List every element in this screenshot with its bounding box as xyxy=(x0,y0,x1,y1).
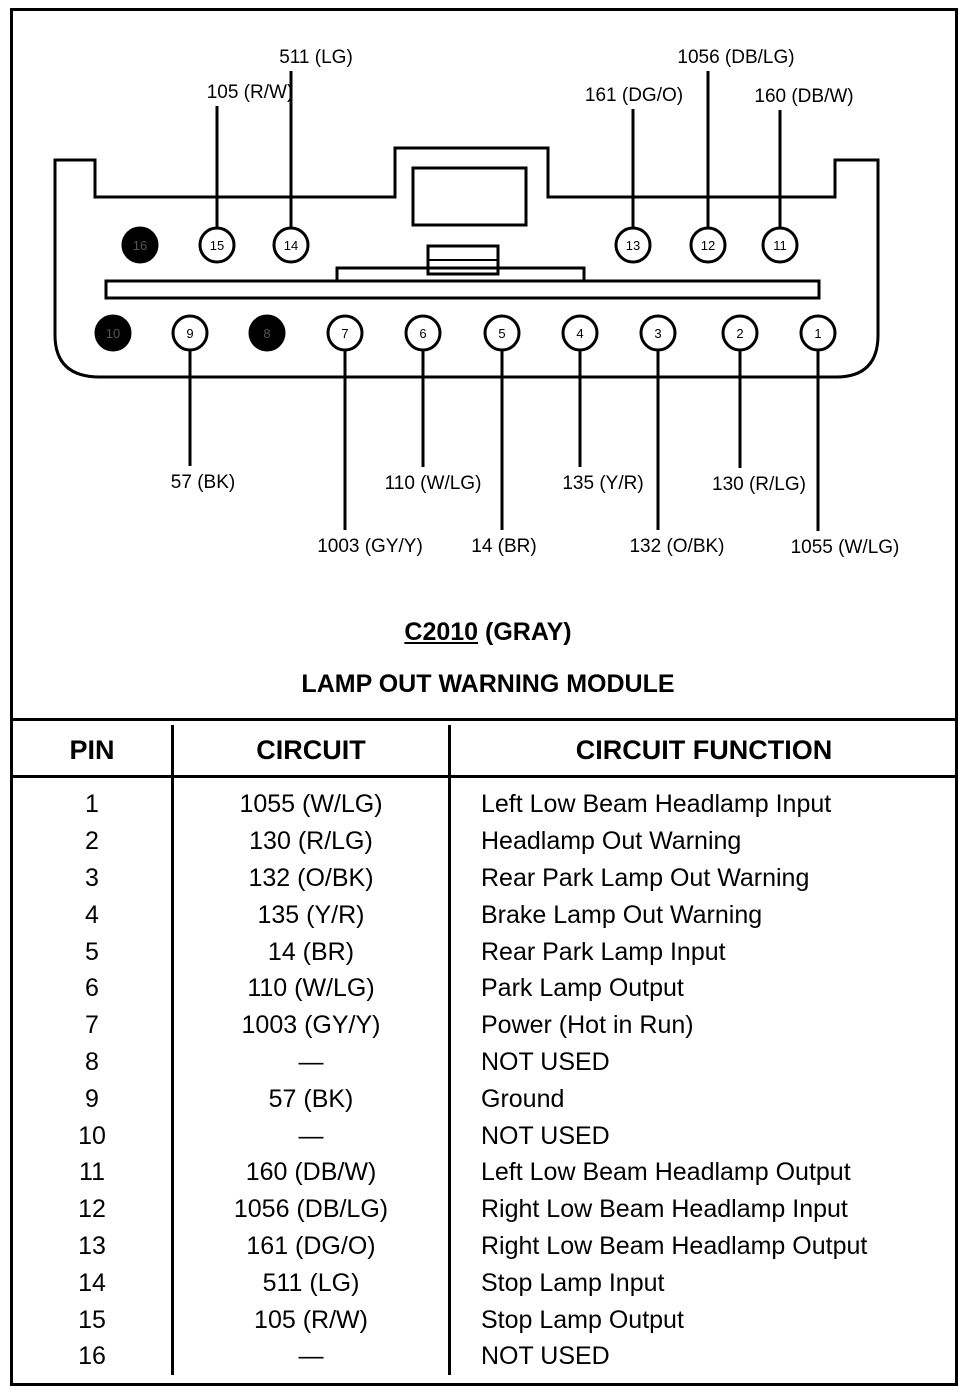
cell-pin: 13 xyxy=(78,1231,106,1260)
cell-circuit: 1056 (DB/LG) xyxy=(173,1191,450,1228)
cell-function: Stop Lamp Input xyxy=(450,1264,958,1301)
cell-pin: 11 xyxy=(79,1158,105,1187)
cell-pin: 9 xyxy=(85,1084,99,1113)
pin-14 xyxy=(274,47,353,262)
pin-number: 2 xyxy=(736,326,744,341)
pin-number: 5 xyxy=(498,326,506,341)
table-row xyxy=(13,1044,957,1081)
cell-pin: 7 xyxy=(85,1011,99,1040)
cell-function: NOT USED xyxy=(450,1338,958,1375)
pin-number: 9 xyxy=(186,326,194,341)
pin-number: 8 xyxy=(263,326,271,341)
pin-10 xyxy=(96,316,130,350)
cell-circuit: — xyxy=(173,1117,450,1154)
cell-pin: 6 xyxy=(85,974,99,1003)
pin-8 xyxy=(250,316,284,350)
pin-number: 15 xyxy=(209,238,225,253)
cell-circuit: 135 (Y/R) xyxy=(173,896,450,933)
cell-pin: 14 xyxy=(78,1268,106,1297)
wire-label: 110 (W/LG) xyxy=(384,473,482,494)
pin-13 xyxy=(585,85,683,262)
pin-number: 7 xyxy=(341,326,349,341)
table-row xyxy=(13,777,957,823)
cell-pin: 12 xyxy=(78,1195,106,1224)
cell-pin: 2 xyxy=(85,827,99,856)
cell-circuit: 161 (DG/O) xyxy=(173,1228,450,1265)
pin-table xyxy=(13,725,957,1375)
wire-label: 1003 (GY/Y) xyxy=(317,536,423,557)
wire-label: 132 (O/BK) xyxy=(629,536,725,557)
pin-number: 14 xyxy=(283,238,299,253)
table-row xyxy=(13,1154,957,1191)
pin-16 xyxy=(123,228,157,262)
pin-number: 6 xyxy=(419,326,427,341)
table-row xyxy=(13,1117,957,1154)
cell-function: Park Lamp Output xyxy=(450,970,958,1007)
pin-4 xyxy=(562,316,643,494)
header-circuit: CIRCUIT xyxy=(173,725,450,777)
table-row xyxy=(13,1301,957,1338)
pin-number: 12 xyxy=(700,238,716,253)
cell-circuit: — xyxy=(173,1044,450,1081)
cell-circuit: 1003 (GY/Y) xyxy=(173,1007,450,1044)
connector-latch xyxy=(413,168,526,225)
wire-label: 130 (R/LG) xyxy=(712,474,806,495)
pin-7 xyxy=(317,316,423,557)
cell-function: Rear Park Lamp Input xyxy=(450,933,958,970)
pin-3 xyxy=(629,316,724,557)
pin-2 xyxy=(712,316,806,495)
wire-label: 160 (DB/W) xyxy=(754,86,854,107)
cell-circuit: 110 (W/LG) xyxy=(173,970,450,1007)
cell-function: Right Low Beam Headlamp Output xyxy=(450,1228,958,1265)
module-title: LAMP OUT WARNING MODULE xyxy=(301,670,675,698)
table-row xyxy=(13,860,957,897)
wire-label: 57 (BK) xyxy=(170,472,236,493)
wire-label: 14 (BR) xyxy=(471,536,537,557)
pin-5 xyxy=(471,316,536,557)
table-row xyxy=(13,1338,957,1375)
cell-function: Right Low Beam Headlamp Input xyxy=(450,1191,958,1228)
pin-11 xyxy=(754,86,853,262)
table-row xyxy=(13,1264,957,1301)
cell-function: NOT USED xyxy=(450,1117,958,1154)
wire-label: 105 (R/W) xyxy=(206,82,294,103)
pin-9 xyxy=(171,316,235,493)
table-row xyxy=(13,1080,957,1117)
header-circuit-function: CIRCUIT FUNCTION xyxy=(450,725,958,777)
wire-label: 135 (Y/R) xyxy=(562,473,644,494)
cell-function: NOT USED xyxy=(450,1044,958,1081)
pin-number: 11 xyxy=(773,238,787,253)
pin-6 xyxy=(385,316,482,494)
cell-function: Brake Lamp Out Warning xyxy=(450,896,958,933)
table-row xyxy=(13,1191,957,1228)
cell-circuit: 160 (DB/W) xyxy=(173,1154,450,1191)
cell-circuit: — xyxy=(173,1338,450,1375)
table-row xyxy=(13,896,957,933)
cell-function: Stop Lamp Output xyxy=(450,1301,958,1338)
cell-circuit: 105 (R/W) xyxy=(173,1301,450,1338)
table-header-row xyxy=(13,725,957,777)
wire-label: 511 (LG) xyxy=(279,47,353,68)
pin-number: 4 xyxy=(576,326,584,341)
cell-function: Ground xyxy=(450,1080,958,1117)
pin-number: 3 xyxy=(654,326,662,341)
connector-title xyxy=(0,618,976,647)
cell-pin: 4 xyxy=(85,900,99,929)
cell-circuit: 132 (O/BK) xyxy=(173,860,450,897)
cell-function: Power (Hot in Run) xyxy=(450,1007,958,1044)
cell-function: Left Low Beam Headlamp Input xyxy=(450,777,958,823)
table-row xyxy=(13,823,957,860)
cell-pin: 8 xyxy=(85,1047,99,1076)
cell-pin: 3 xyxy=(85,863,99,892)
pin-number: 10 xyxy=(105,326,121,341)
cell-function: Headlamp Out Warning xyxy=(450,823,958,860)
wire-label: 161 (DG/O) xyxy=(584,85,684,106)
cell-circuit: 1055 (W/LG) xyxy=(173,777,450,823)
pin-1 xyxy=(791,316,900,558)
connector-id: C2010 xyxy=(404,618,479,646)
cell-circuit: 14 (BR) xyxy=(173,933,450,970)
table-top-border xyxy=(13,718,957,721)
cell-function: Rear Park Lamp Out Warning xyxy=(450,860,958,897)
cell-pin: 15 xyxy=(78,1305,106,1334)
cell-pin: 10 xyxy=(78,1121,106,1150)
connector-key-slot xyxy=(106,281,819,298)
table-row xyxy=(13,933,957,970)
header-pin: PIN xyxy=(13,725,173,777)
pin-number: 13 xyxy=(625,238,641,253)
cell-pin: 5 xyxy=(85,937,99,966)
cell-function: Left Low Beam Headlamp Output xyxy=(450,1154,958,1191)
cell-pin: 1 xyxy=(85,790,99,819)
cell-circuit: 57 (BK) xyxy=(173,1080,450,1117)
cell-pin: 16 xyxy=(78,1342,106,1371)
pin-number: 1 xyxy=(814,326,822,341)
table-row xyxy=(13,1228,957,1265)
wire-label: 1056 (DB/LG) xyxy=(677,47,795,68)
wire-label: 1055 (W/LG) xyxy=(790,537,900,558)
cell-circuit: 130 (R/LG) xyxy=(173,823,450,860)
connector-diagram xyxy=(0,0,976,600)
table-row xyxy=(13,970,957,1007)
pin-number: 16 xyxy=(132,238,148,253)
table-row xyxy=(13,1007,957,1044)
cell-circuit: 511 (LG) xyxy=(173,1264,450,1301)
connector-color: (GRAY) xyxy=(485,618,572,646)
